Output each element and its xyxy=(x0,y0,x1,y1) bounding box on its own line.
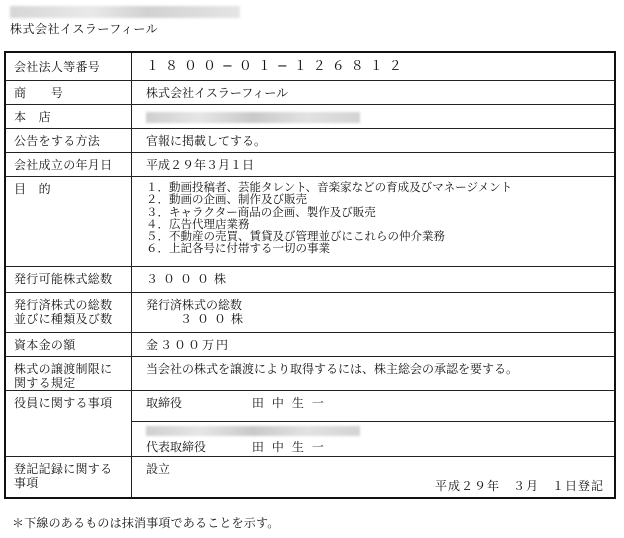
label-authorized-shares: 発行可能株式総数 xyxy=(6,267,132,292)
officer-role: 取締役 xyxy=(146,396,183,410)
officer-name: 田中生一 xyxy=(251,396,332,410)
label-public-notice: 公告をする方法 xyxy=(6,129,132,152)
row-established-date xyxy=(6,153,614,177)
value-public-notice: 官報に掲載してする。 xyxy=(146,134,267,148)
row-officers xyxy=(6,391,614,457)
row-authorized-shares xyxy=(6,267,614,293)
officer-name: 田中生一 xyxy=(251,440,332,454)
label-officers: 役員に関する事項 xyxy=(6,391,132,456)
officer-role: 代表取締役 xyxy=(146,440,207,454)
label-purpose: 目 的 xyxy=(6,177,132,266)
label-transfer-restriction-line: 株式の譲渡制限に xyxy=(14,362,113,376)
purpose-item: ４．広告代理店業務 xyxy=(146,216,250,231)
label-registration-record xyxy=(6,457,132,497)
value-trade-name: 株式会社イスラーフィール xyxy=(146,86,289,100)
officer-entry xyxy=(146,440,614,454)
issued-shares-line: 発行済株式の総数 xyxy=(146,298,243,312)
registry-table xyxy=(4,51,616,499)
purpose-item: １．動画投稿者、芸能タレント、音楽家などの育成及びマネージメント xyxy=(146,180,513,194)
officer-entry-block xyxy=(132,423,614,454)
row-capital xyxy=(6,333,614,357)
redacted-address xyxy=(146,112,360,123)
row-purpose xyxy=(6,177,614,267)
issued-shares-line: ３００株 xyxy=(146,312,249,326)
value-issued-shares xyxy=(132,293,614,332)
purpose-item: ６．上記各号に付帯する一切の事業 xyxy=(146,241,330,256)
value-established-date: 平成２９年３月１日 xyxy=(146,158,255,172)
row-public-notice xyxy=(6,129,614,153)
authorized-shares-text: ３０００株 xyxy=(146,272,232,286)
label-corporate-number: 会社法人等番号 xyxy=(6,53,132,80)
label-capital: 資本金の額 xyxy=(6,333,132,356)
row-trade-name xyxy=(6,81,614,105)
value-capital xyxy=(132,333,614,356)
value-purpose xyxy=(132,177,614,266)
value-transfer-restriction: 当会社の株式を譲渡により取得するには、株主総会の承認を要する。 xyxy=(146,362,519,376)
header-company-name: 株式会社イスラーフィール xyxy=(10,22,159,36)
row-issued-shares xyxy=(6,293,614,333)
registration-date: 平成２９年 ３月 １日登記 xyxy=(434,479,604,493)
purpose-item: ２．動画の企画、制作及び販売 xyxy=(146,192,307,207)
purpose-list xyxy=(146,181,614,255)
corporate-number-text: １８００−０１−１２６８１２ xyxy=(146,59,408,74)
officer-divider xyxy=(132,421,614,422)
label-transfer-restriction xyxy=(6,357,132,390)
value-officers xyxy=(132,391,614,456)
value-authorized-shares xyxy=(132,267,614,292)
purpose-item: ５．不動産の売買、賃貸及び管理並びにこれらの仲介業務 xyxy=(146,229,445,244)
label-registration-record-line: 登記記録に関する xyxy=(14,462,113,476)
label-issued-shares-line: 発行済株式の総数 xyxy=(14,298,113,312)
officer-entry xyxy=(132,396,614,410)
footnote: ＊下線のあるものは抹消事項であることを示す。 xyxy=(12,516,280,530)
capital-text: 金３００万円 xyxy=(146,338,231,352)
redacted-officer-address xyxy=(146,426,360,436)
row-transfer-restriction xyxy=(6,357,614,391)
value-head-office xyxy=(132,105,614,128)
label-issued-shares xyxy=(6,293,132,332)
label-trade-name: 商 号 xyxy=(6,81,132,104)
label-established-date: 会社成立の年月日 xyxy=(6,153,132,176)
label-issued-shares-line: 並びに種類及び数 xyxy=(14,312,113,326)
value-corporate-number xyxy=(132,53,614,80)
purpose-item: ３．キャラクター商品の企画、製作及び販売 xyxy=(146,204,376,219)
registration-type: 設立 xyxy=(146,462,171,476)
value-registration-record xyxy=(132,457,614,497)
label-transfer-restriction-line: 関する規定 xyxy=(14,376,76,390)
row-head-office xyxy=(6,105,614,129)
row-corporate-number xyxy=(6,53,614,81)
label-head-office: 本 店 xyxy=(6,105,132,128)
row-registration-record xyxy=(6,457,614,497)
label-registration-record-line: 事項 xyxy=(14,476,39,490)
redacted-header-text xyxy=(10,6,240,18)
